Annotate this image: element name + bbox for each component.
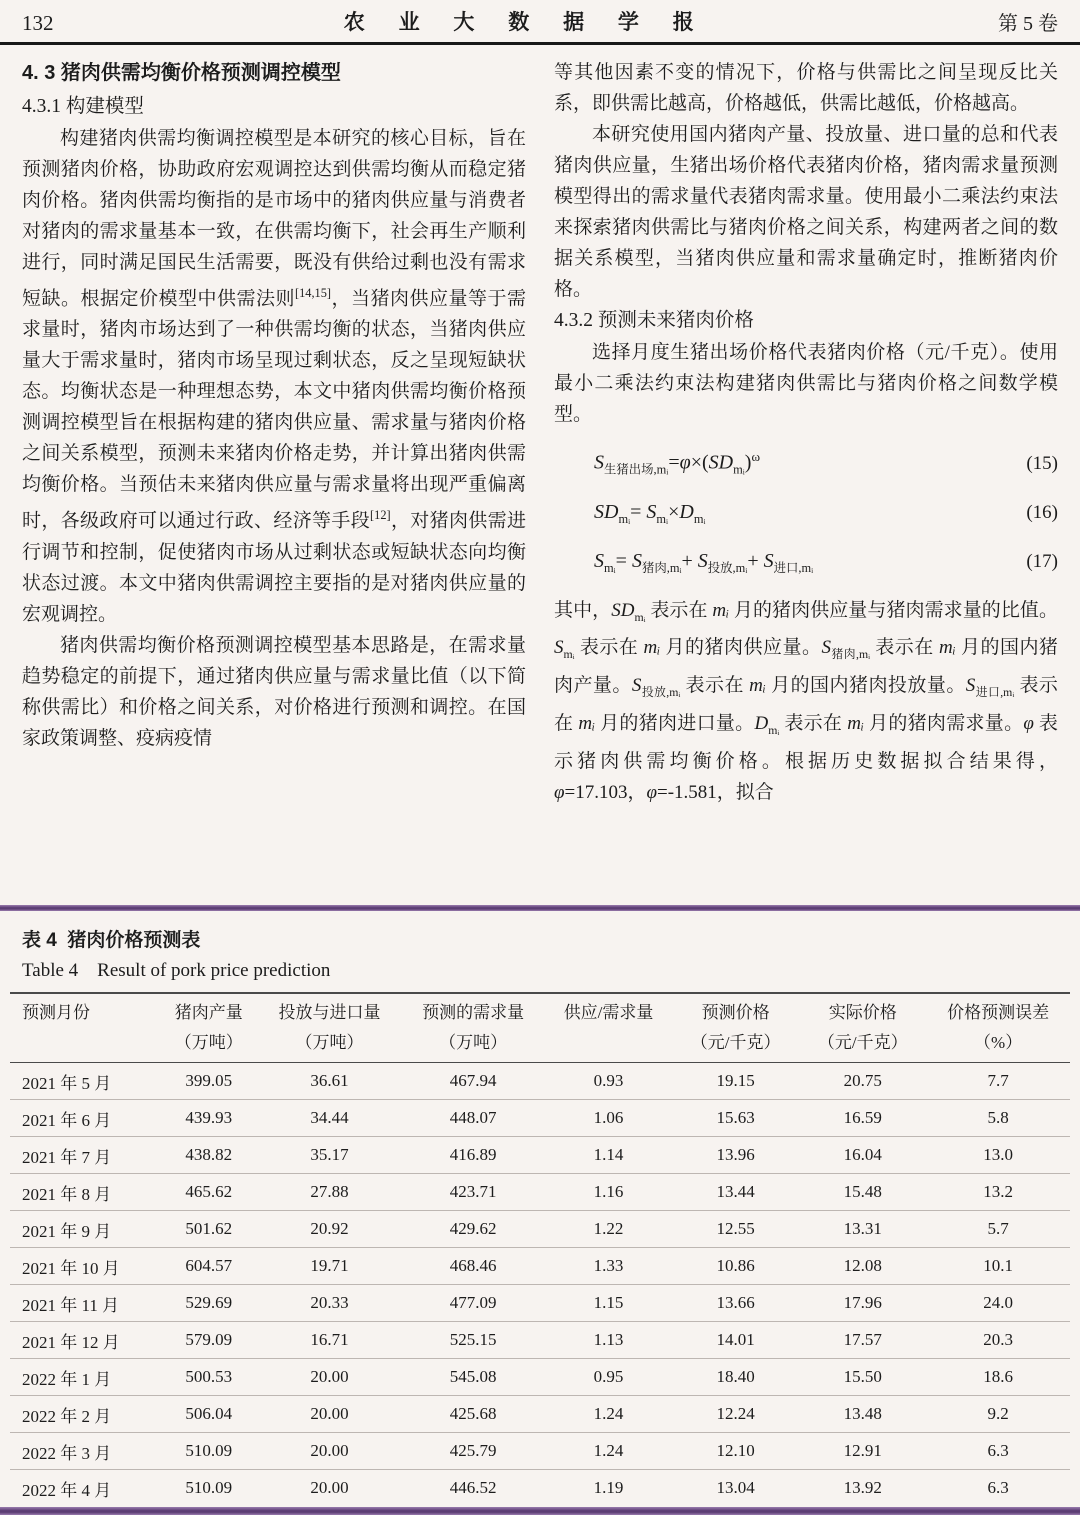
month-cell: 2021 年 12 月 [10, 1322, 160, 1359]
value-cell: 501.62 [160, 1211, 258, 1248]
running-head [0, 0, 1080, 45]
value-cell: 1.24 [545, 1396, 672, 1433]
left-column [22, 57, 526, 891]
month-cell: 2022 年 3 月 [10, 1433, 160, 1470]
column-header: 预测的需求量 [422, 1003, 525, 1022]
column-header: 猪肉产量 [174, 1003, 243, 1022]
value-cell: 16.04 [799, 1137, 926, 1174]
table-header-units [10, 1028, 1070, 1063]
table-caption-en: Table 4 Result of pork price prediction [22, 960, 331, 981]
column-unit: （万吨） [439, 1033, 508, 1052]
value-cell: 429.62 [401, 1211, 545, 1248]
paragraph: 其中，$SD_{mᵢ}$ 表示在 mᵢ 月的猪肉供应量与猪肉需求量的比值。$S_{mᵢ}$ 表示在 mᵢ 月的猪肉供应量。$S_{猪肉,mᵢ}$ 表示在 mᵢ 月的国内猪肉产量。$S_{投放,mᵢ}$ 表示在 mᵢ 月的国内猪肉投放量。$S_{进口,mᵢ}$ 表示在 mᵢ 月的猪肉进口量。$D_{mᵢ}$ 表示在 mᵢ 月的猪肉需求量。φ 表示猪肉供需均衡价格。根据历史数据拟合结果得，φ=17.103，φ=-1.581，拟合 [554, 599, 1058, 803]
value-cell: 15.63 [672, 1100, 799, 1137]
value-cell: 5.8 [926, 1100, 1070, 1137]
month-cell: 2021 年 6 月 [10, 1100, 160, 1137]
column-unit [10, 1028, 160, 1063]
value-cell: 20.92 [258, 1211, 402, 1248]
value-cell: 15.48 [799, 1174, 926, 1211]
value-cell: 20.00 [258, 1433, 402, 1470]
value-cell: 15.50 [799, 1359, 926, 1396]
table-body [10, 1063, 1070, 1507]
value-cell: 10.86 [672, 1248, 799, 1285]
value-cell: 10.1 [926, 1248, 1070, 1285]
value-cell: 465.62 [160, 1174, 258, 1211]
table-row [10, 1248, 1070, 1285]
table-row [10, 1285, 1070, 1322]
value-cell: 416.89 [401, 1137, 545, 1174]
value-cell: 6.3 [926, 1433, 1070, 1470]
formula-expression: $SD_{mᵢ}= S_{mᵢ}\times D_{mᵢ}$ [594, 500, 706, 526]
paragraph: 等其他因素不变的情况下，价格与供需比之间呈现反比关系，即供需比越高，价格越低，供需比越低，价格越高。 [554, 62, 1058, 114]
value-cell: 20.75 [799, 1063, 926, 1100]
value-cell: 1.13 [545, 1322, 672, 1359]
column-header: 供应/需求量 [563, 1003, 654, 1022]
value-cell: 27.88 [258, 1174, 402, 1211]
value-cell: 17.57 [799, 1322, 926, 1359]
value-cell: 20.3 [926, 1322, 1070, 1359]
value-cell: 20.00 [310, 1478, 349, 1498]
month-cell: 2021 年 9 月 [10, 1211, 160, 1248]
paragraph: 构建猪肉供需均衡调控模型是本研究的核心目标，旨在预测猪肉价格，协助政府宏观调控达到供需均衡从而稳定猪肉价格。猪肉供需均衡指的是市场中的猪肉供应量与消费者对猪肉的需求量基本一致，在供需均衡下，社会再生产顺利进行，同时满足国民生活需要，既没有供给过剩也没有需求短缺。根据定价模型中供需法则[14,15]，当猪肉供应量等于需求量时，猪肉市场达到了一种供需均衡的状态，当猪肉供应量大于需求量时，猪肉市场呈现过剩状态，反之呈现短缺状态。均衡状态是一种理想态势，本文中猪肉供需均衡价格预测调控模型旨在根据构建的猪肉供应量、需求量与猪肉价格之间关系模型，预测未来猪肉价格走势，并计算出猪肉供需均衡价格。当预估未来猪肉供应量与需求量将出现严重偏离时，各级政府可以通过行政、经济等手段[12]，对猪肉供需进行调节和控制，促使猪肉市场从过剩状态或短缺状态向均衡状态过渡。本文中猪肉供需调控主要指的是对猪肉供应量的宏观调控。 [22, 128, 526, 625]
table-row [10, 1322, 1070, 1359]
value-cell: 16.59 [799, 1100, 926, 1137]
value-cell: 438.82 [160, 1137, 258, 1174]
value-cell: 425.79 [401, 1433, 545, 1470]
month-cell: 2021 年 7 月 [10, 1137, 160, 1174]
volume-label: 第 5 卷 [997, 13, 1058, 35]
value-cell: 604.57 [160, 1248, 258, 1285]
value-cell: 6.3 [987, 1478, 1009, 1498]
value-cell: 500.53 [160, 1359, 258, 1396]
value-cell: 446.52 [449, 1478, 497, 1498]
pork-price-prediction-table [10, 992, 1070, 1507]
month-cell: 2021 年 8 月 [10, 1174, 160, 1211]
value-cell: 506.04 [160, 1396, 258, 1433]
value-cell: 17.96 [799, 1285, 926, 1322]
paragraph: 猪肉供需均衡价格预测调控模型基本思路是，在需求量趋势稳定的前提下，通过猪肉供应量与需求量比值（以下简称供需比）和价格之间关系，对价格进行预测和调控。在国家政策调整、疫病疫情 [22, 634, 526, 749]
section-heading-4-3: 4. 3 猪肉供需均衡价格预测调控模型 [22, 62, 341, 84]
right-column [554, 57, 1058, 891]
paragraph: 本研究使用国内猪肉产量、投放量、进口量的总和代表猪肉供应量，生猪出场价格代表猪肉价格，猪肉需求量预测模型得出的需求量代表猪肉需求量。使用最小二乘法约束法来探索猪肉供需比与猪肉价格之间关系，构建两者之间的数据关系模型，当猪肉供应量和需求量确定时，推断猪肉价格。 [554, 124, 1058, 300]
formula-15 [554, 441, 1058, 486]
month-cell: 2022 年 1 月 [10, 1359, 160, 1396]
article-body [0, 45, 1080, 891]
column-header: 预测月份 [22, 1003, 90, 1022]
table-accent-bar-bottom [0, 1507, 1080, 1515]
value-cell: 1.15 [545, 1285, 672, 1322]
value-cell: 0.95 [545, 1359, 672, 1396]
value-cell: 1.14 [545, 1137, 672, 1174]
value-cell: 477.09 [401, 1285, 545, 1322]
month-cell: 2022 年 4 月 [22, 1480, 112, 1500]
value-cell: 525.15 [401, 1322, 545, 1359]
value-cell: 19.15 [672, 1063, 799, 1100]
table-row [10, 1396, 1070, 1433]
value-cell: 13.0 [926, 1137, 1070, 1174]
value-cell: 9.2 [926, 1396, 1070, 1433]
value-cell: 16.71 [258, 1322, 402, 1359]
table-header-labels [10, 993, 1070, 1028]
value-cell: 510.09 [185, 1478, 233, 1498]
formula-expression: $S_{mᵢ}= S_{猪肉,mᵢ}+ S_{投放,mᵢ}+ S_{进口,mᵢ}$ [594, 549, 814, 575]
value-cell: 12.10 [672, 1433, 799, 1470]
value-cell: 468.46 [401, 1248, 545, 1285]
formula-block [554, 441, 1058, 584]
value-cell: 0.93 [545, 1063, 672, 1100]
value-cell: 467.94 [401, 1063, 545, 1100]
table-row [10, 1174, 1070, 1211]
value-cell: 24.0 [926, 1285, 1070, 1322]
column-unit: （万吨） [295, 1033, 364, 1052]
column-header: 预测价格 [701, 1003, 770, 1022]
value-cell: 529.69 [160, 1285, 258, 1322]
value-cell: 1.22 [545, 1211, 672, 1248]
formula-16 [554, 497, 1058, 535]
column-unit [545, 1028, 672, 1063]
value-cell: 7.7 [926, 1063, 1070, 1100]
value-cell: 19.71 [258, 1248, 402, 1285]
table-block [0, 905, 1080, 1515]
table-row [10, 1359, 1070, 1396]
value-cell: 13.96 [672, 1137, 799, 1174]
page-number: 132 [22, 11, 54, 35]
table-header [10, 993, 1070, 1063]
value-cell: 5.7 [926, 1211, 1070, 1248]
column-header: 价格预测误差 [947, 1003, 1050, 1022]
month-cell: 2021 年 10 月 [10, 1248, 160, 1285]
month-cell: 2022 年 2 月 [10, 1396, 160, 1433]
table-row [10, 1137, 1070, 1174]
table-caption-zh: 表 4 猪肉价格预测表 [22, 930, 201, 951]
value-cell: 18.40 [672, 1359, 799, 1396]
value-cell: 34.44 [258, 1100, 402, 1137]
value-cell: 510.09 [160, 1433, 258, 1470]
value-cell: 36.61 [258, 1063, 402, 1100]
column-header: 投放与进口量 [278, 1003, 381, 1022]
formula-number: (16) [1026, 501, 1058, 523]
value-cell: 20.00 [258, 1396, 402, 1433]
value-cell: 20.33 [258, 1285, 402, 1322]
value-cell: 14.01 [672, 1322, 799, 1359]
value-cell: 545.08 [401, 1359, 545, 1396]
table-row [10, 1063, 1070, 1100]
column-unit: （元/千克） [817, 1033, 908, 1052]
value-cell: 35.17 [258, 1137, 402, 1174]
column-unit: （元/千克） [690, 1033, 781, 1052]
formula-expression: $S_{生猪出场,mᵢ}=\varphi\times(SD_{mᵢ})^\omega$ [594, 449, 760, 477]
value-cell: 439.93 [160, 1100, 258, 1137]
value-cell: 12.91 [799, 1433, 926, 1470]
value-cell: 13.66 [672, 1285, 799, 1322]
formula-17 [554, 546, 1058, 584]
value-cell: 12.24 [672, 1396, 799, 1433]
value-cell: 423.71 [401, 1174, 545, 1211]
table-row [10, 1433, 1070, 1470]
value-cell: 13.92 [843, 1478, 882, 1498]
paragraph: 选择月度生猪出场价格代表猪肉价格（元/千克）。使用最小二乘法约束法构建猪肉供需比与猪肉价格之间数学模型。 [554, 342, 1058, 425]
value-cell: 20.00 [258, 1359, 402, 1396]
value-cell: 13.48 [799, 1396, 926, 1433]
formula-number: (15) [1026, 452, 1058, 474]
value-cell: 18.6 [926, 1359, 1070, 1396]
value-cell: 1.19 [593, 1478, 624, 1498]
value-cell: 13.04 [716, 1478, 755, 1498]
column-unit: （万吨） [174, 1033, 243, 1052]
value-cell: 12.08 [799, 1248, 926, 1285]
column-header: 实际价格 [828, 1003, 897, 1022]
column-unit: （%） [974, 1033, 1023, 1052]
value-cell: 448.07 [401, 1100, 545, 1137]
month-cell: 2021 年 11 月 [10, 1285, 160, 1322]
value-cell: 1.16 [545, 1174, 672, 1211]
value-cell: 579.09 [160, 1322, 258, 1359]
value-cell: 425.68 [401, 1396, 545, 1433]
formula-number: (17) [1026, 550, 1058, 572]
month-cell: 2021 年 5 月 [10, 1063, 160, 1100]
table-row [10, 1211, 1070, 1248]
value-cell: 1.06 [545, 1100, 672, 1137]
value-cell: 13.2 [926, 1174, 1070, 1211]
subsection-heading-4-3-2: 4.3.2 预测未来猪肉价格 [554, 310, 754, 331]
value-cell: 13.31 [799, 1211, 926, 1248]
table-row [10, 1100, 1070, 1137]
value-cell: 13.44 [672, 1174, 799, 1211]
value-cell: 399.05 [160, 1063, 258, 1100]
value-cell: 1.33 [545, 1248, 672, 1285]
table-row [10, 1470, 1070, 1507]
journal-title: 农 业 大 数 据 学 报 [343, 11, 708, 34]
value-cell: 1.24 [545, 1433, 672, 1470]
subsection-heading-4-3-1: 4.3.1 构建模型 [22, 96, 144, 117]
value-cell: 12.55 [672, 1211, 799, 1248]
